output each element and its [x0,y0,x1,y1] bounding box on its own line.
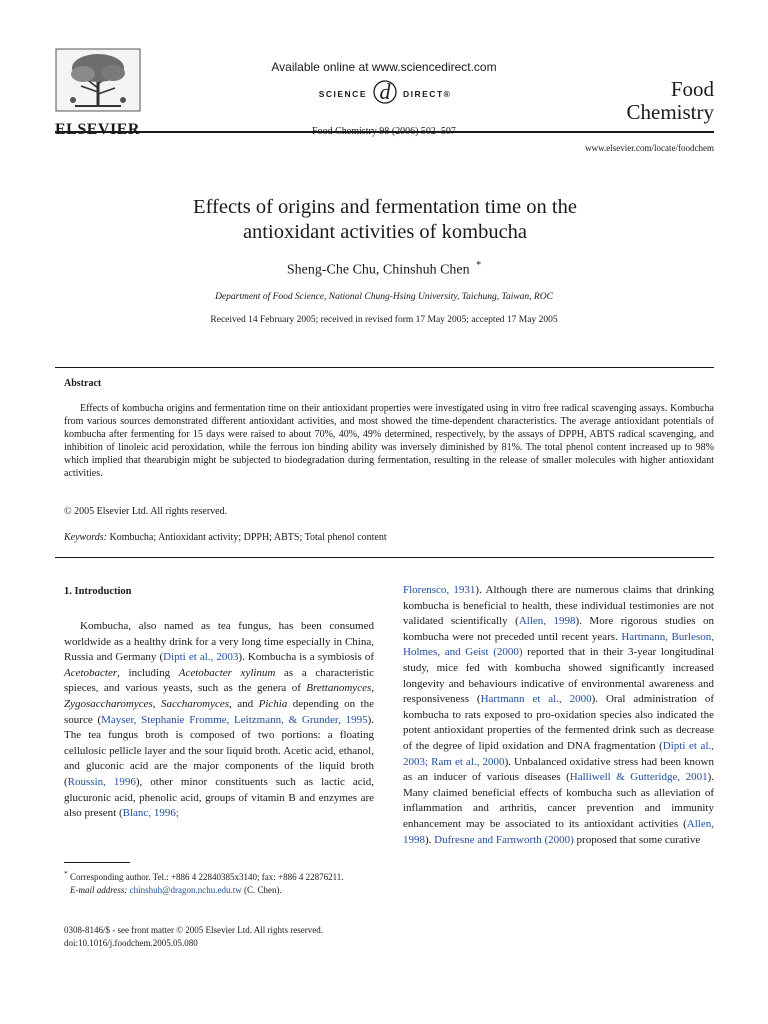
citation-link[interactable]: Hartmann et al., 2000 [480,693,592,706]
front-matter-copyright: 0308-8146/$ - see front matter © 2005 Elsevier Ltd. All rights reserved. [64,925,324,935]
text-run: reported that in their 3-year longitudinal study, mice fed with kombucha showed significantly increased longevity and behaviours indicative of environmental awareness and responsiveness ( [403,646,714,706]
species-name: Brettanomyces [306,682,372,695]
authors [0,260,768,279]
journal-name-line2: Chemistry [626,100,714,124]
corresponding-mark[interactable]: * [476,260,482,271]
citation-link[interactable]: Allen, 1998 [518,615,576,628]
text-run: ), other minor constituents such as lactic acid, glucuronic acid, phenolic acid, groups of vitamin B and enzymes are also present ( [64,775,374,820]
text-run: ). Many claimed beneficial effects of kombucha such as alleviation of inflammation and arthritis, cancer prevention and immunity enhancement may be associated to its antioxidant activities ( [403,771,714,830]
text-run: , [152,697,162,710]
text-run: , [371,682,374,695]
keywords [64,532,387,543]
footnote-rule [64,862,130,863]
email-link[interactable]: chinshuh@dragon.nchu.edu.tw [129,884,242,895]
keywords-rule [55,557,714,558]
svg-text:d: d [379,79,391,104]
text-run: ). The tea fungus broth is composed of two portions: a floating cellulosic pellicle layer and the sour liquid broth. Acetic acid, ethanol, and gluconic acid are the major components of the liquid broth ( [64,713,374,788]
header-rule [55,131,714,133]
intro-left-column [64,619,374,822]
journal-reference: Food Chemistry 98 (2006) 502–507 [312,126,456,137]
species-name: Pichia [258,697,288,710]
footnote-mark: * [64,869,68,878]
citation-link[interactable]: Blanc, 1996; [122,807,179,820]
species-name: Zygosaccharomyces [64,697,153,710]
text-run: ). More rigorous studies on kombucha were not preceded until recent years. [403,615,714,643]
keywords-label: Keywords: [64,532,107,543]
affiliation: Department of Food Science, National Chung-Hsing University, Taichung, Taiwan, ROC [215,292,553,302]
author-names: Sheng-Che Chu, Chinshuh Chen [286,262,470,278]
text-run: ). Although there are numerous claims that drinking kombucha is beneficial to health, these individual testimonies are not validated scientifically ( [403,584,715,628]
section-heading-introduction: 1. Introduction [64,586,132,597]
article-title [90,195,680,245]
footnote-text: Corresponding author. Tel.: +886 4 22840385x3140; fax: +886 4 22876211. [70,872,344,882]
journal-url-link[interactable]: www.elsevier.com/locate/foodchem [585,143,714,153]
citation-link[interactable]: Roussin, 1996 [67,775,136,788]
text-run: ). Kombucha is a symbiosis of [238,651,374,664]
keywords-list: Kombucha; Antioxidant activity; DPPH; ABTS; Total phenol content [109,532,387,543]
svg-text:DIRECT®: DIRECT® [403,89,452,99]
text-run: , and [229,697,259,710]
corresponding-author-footnote [64,868,374,896]
title-line1: Effects of origins and fermentation time on the [193,196,577,218]
citation-link[interactable]: Mayser, Stephanie Fromme, Leitzmann, & Grunder, 1995 [101,713,368,726]
species-name: Acetobacter xylinum [178,666,276,679]
svg-text:SCIENCE: SCIENCE [318,89,367,99]
citation-link[interactable]: Dipti et al., 2003 [163,651,239,664]
available-online-text[interactable]: Available online at www.sciencedirect.com [271,60,497,74]
title-line2: antioxidant activities of kombucha [242,221,528,243]
front-matter [64,924,323,950]
abstract-body: Effects of kombucha origins and fermentation time on their antioxidant properties were investigated using in vitro free radical scavenging assays. Kombucha from various sources demonstrated different antioxidant activities, and most showed the time-dependent characteristics. The average antioxidant potentials of kombucha after fermenting for 15 days were raised to about 70%, 40%, 49% determined, respectively, by the assays of DPPH, ABTS radical scavenging, and inhibition of linoleic acid peroxidation, while the ferrous ion binding ability was inversely diminished by 81%. The total phenol content increased up to 98% which implied that thearubigin might be subjected to biodegradation during fermentation, resulting in the release of smaller molecules with higher antioxidant activities. [64,403,714,479]
abstract-heading: Abstract [64,378,102,389]
citation-link[interactable]: Allen, 1998 [403,817,714,846]
email-suffix: (C. Chen). [243,884,282,895]
citation-link[interactable]: Dipti et al., 2003; Ram et al., 2000 [403,739,714,768]
journal-name-line1: Food [670,77,714,101]
doi[interactable]: doi:10.1016/j.foodchem.2005.05.080 [64,938,198,948]
species-name: Saccharomyces [161,697,230,710]
publisher-name: ELSEVIER [55,121,140,138]
species-name: Acetobacter [64,666,118,679]
abstract-copyright: © 2005 Elsevier Ltd. All rights reserved. [64,506,228,517]
text-run: as a characteristic spieces, and various yeasts, such as the genera of [64,666,375,695]
text-run: Kombucha, also named as tea fungus, has been consumed worldwide as a healthy drink for a very long time especially in China, Russia and Germany ( [64,620,374,664]
citation-link[interactable]: Hartmann, Burleson, Holmes, and Geist (2000) [403,630,714,659]
elsevier-tree-logo [55,48,141,112]
intro-right-column [403,583,714,848]
citation-link[interactable]: Florensco, 1931 [403,584,476,596]
text-run: depending on the source ( [64,697,374,726]
email-label: E-mail address: [70,884,128,895]
citation-link[interactable]: Dufresne and Farnworth (2000) [434,833,574,846]
text-run: , including [117,666,179,679]
text-run: ). [425,833,435,846]
abstract-rule [55,367,714,368]
sciencedirect-logo [295,78,475,108]
text-run: ). Unbalanced oxidative stress had been known as an inducer of various diseases ( [403,755,714,784]
citation-link[interactable]: Halliwell & Gutteridge, 2001 [569,771,708,784]
text-run: proposed that some curative [573,833,701,846]
text-run: ). Oral administration of kombucha to rats exposed to pro-oxidation species also indicated the potent antioxidant properties of the fermented drink such as decrease of the degree of lipid oxidation and DNA fragmentation ( [403,693,714,752]
received-dates: Received 14 February 2005; received in revised form 17 May 2005; accepted 17 May 2005 [210,315,558,325]
journal-name [604,78,714,124]
